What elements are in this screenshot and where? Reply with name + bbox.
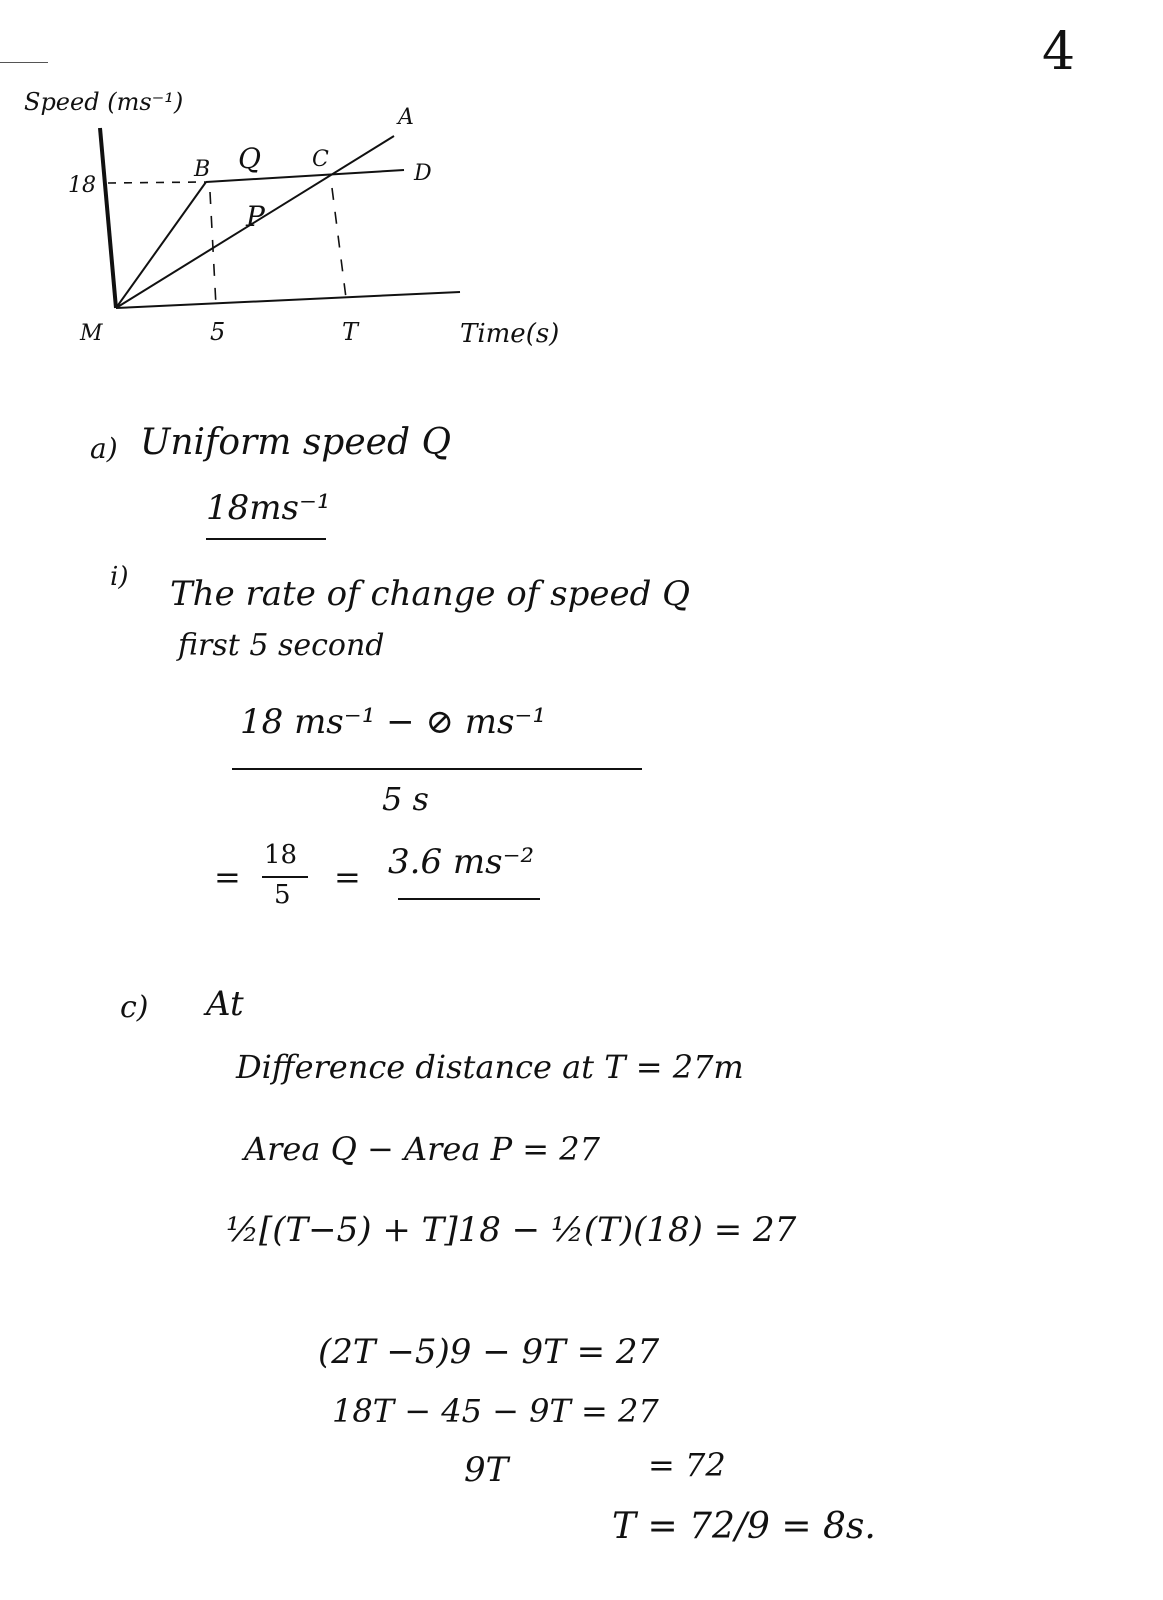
point-D-label: D — [414, 161, 432, 186]
small-fraction-bar — [262, 876, 308, 878]
x-axis-label: Time(s) — [460, 319, 560, 349]
eq-sign-1: = — [214, 858, 241, 896]
part-c-line1: Difference distance at T = 27m — [236, 1048, 744, 1086]
point-B-label: B — [194, 157, 211, 182]
part-b-heading-line2: first 5 second — [178, 628, 385, 663]
part-c-line3: ½[(T−5) + T]18 − ½(T)(18) = 27 — [226, 1210, 797, 1250]
rate-result: 3.6 ms⁻² — [388, 842, 535, 882]
curve-P-label: P — [246, 200, 265, 233]
origin-M-label: M — [80, 321, 103, 346]
line-BD — [206, 170, 404, 182]
y-axis — [100, 128, 116, 308]
frac-5: 5 — [274, 880, 291, 910]
point-A-label: A — [398, 105, 414, 130]
x-axis — [116, 292, 460, 308]
part-c-line6-right: = 72 — [648, 1446, 726, 1484]
x-tick-T: T — [342, 318, 359, 346]
speed-time-graph — [0, 0, 1163, 380]
y18-dashed-guide — [108, 182, 206, 183]
part-a-marker: a) — [90, 432, 118, 465]
part-c-line4: (2T −5)9 − 9T = 27 — [318, 1332, 660, 1372]
rate-fraction-bar — [232, 768, 642, 770]
part-c-line2: Area Q − Area P = 27 — [244, 1130, 600, 1168]
part-c-marker: c) — [120, 990, 149, 1025]
part-b-heading-line1: The rate of change of speed Q — [170, 574, 691, 614]
part-c-heading: At — [206, 984, 244, 1024]
part-a-answer: 18ms⁻¹ — [206, 488, 331, 528]
page-number: 4 — [1042, 22, 1076, 82]
curve-Q-label: Q — [238, 142, 261, 175]
part-c-line5: 18T − 45 − 9T = 27 — [332, 1392, 659, 1430]
eq-sign-2: = — [334, 858, 361, 896]
x-tick-5: 5 — [210, 318, 226, 346]
part-a-answer-underline — [206, 538, 326, 540]
part-c-line6-left: 9T — [464, 1450, 509, 1490]
part-b-marker: i) — [110, 562, 129, 592]
rate-result-underline — [398, 898, 540, 900]
y-axis-label: Speed (ms⁻¹) — [24, 88, 184, 116]
rate-numerator: 18 ms⁻¹ − ⊘ ms⁻¹ — [240, 702, 546, 742]
y-tick-18: 18 — [68, 173, 96, 198]
line-MB — [116, 182, 206, 308]
frac-18: 18 — [264, 840, 298, 870]
point-C-label: C — [312, 147, 329, 172]
rate-denominator: 5 s — [382, 780, 429, 818]
dashed-C-to-T — [332, 188, 346, 298]
part-c-line7: T = 72/9 = 8s. — [612, 1506, 876, 1547]
part-a-heading: Uniform speed Q — [140, 422, 451, 463]
